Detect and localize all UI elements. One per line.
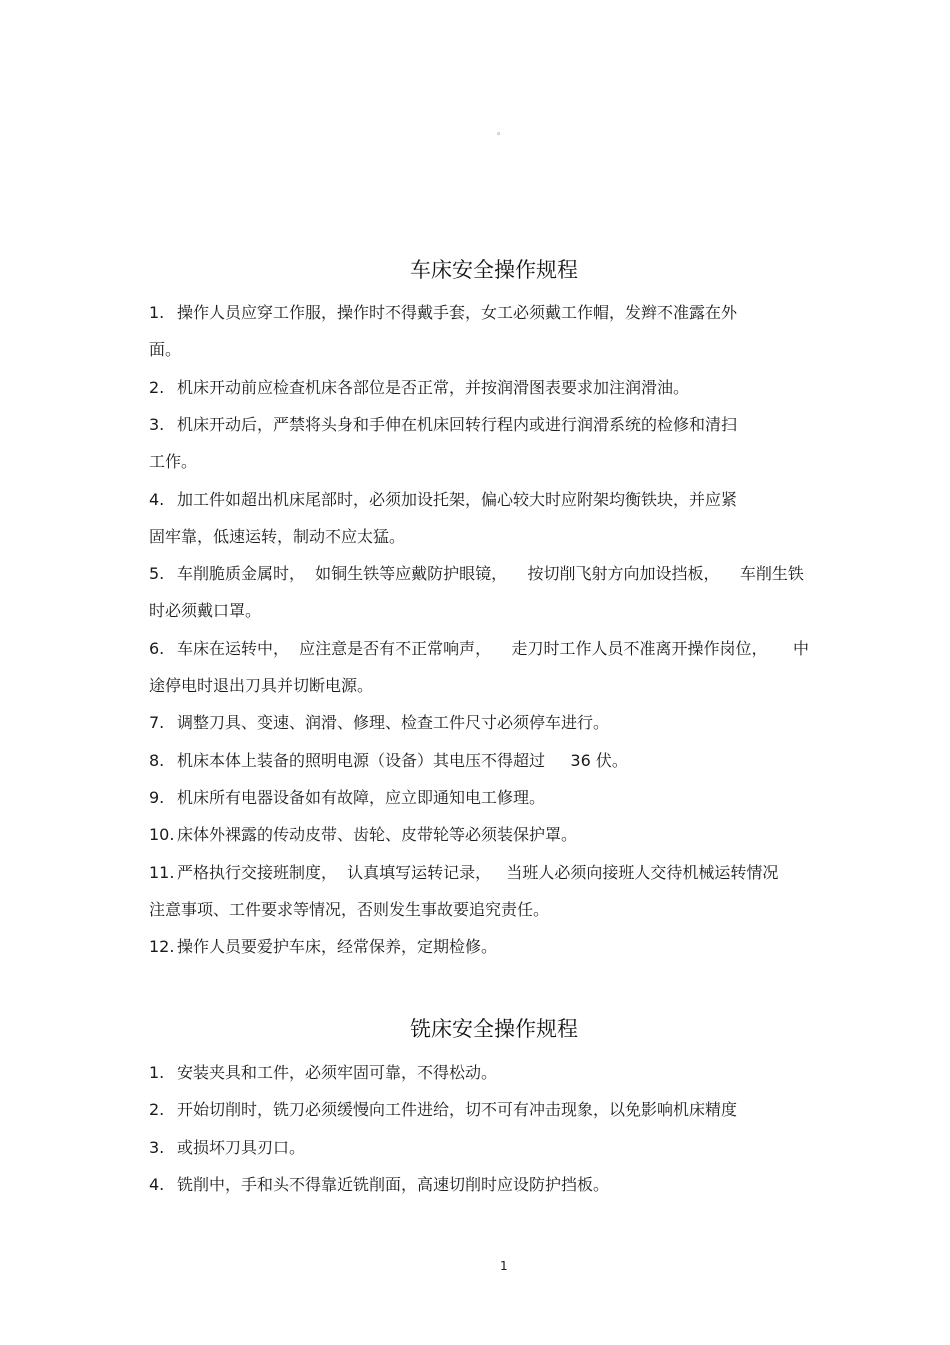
rule-number: 6. bbox=[149, 638, 165, 658]
rule-text: 固牢靠，低速运转，制动不应太猛。 bbox=[149, 526, 406, 546]
rule-text: 调整刀具、变速、润滑、修理、检查工件尺寸必须停车进行。 bbox=[177, 713, 610, 733]
rule-text: 机床所有电器设备如有故障，应立即通知电工修理。 bbox=[177, 787, 546, 807]
rule-text: 机床开动前应检查机床各部位是否正常，并按润滑图表要求加注润滑油。 bbox=[177, 377, 690, 397]
section-title-milling: 铣床安全操作规程 bbox=[410, 1017, 578, 1041]
rule-line bbox=[149, 451, 197, 473]
rule-number: 2. bbox=[149, 377, 165, 397]
rule-text: 车床在运转中， 应注意是否有不正常响声， 走刀时工作人员不准离开操作岗位， 中 bbox=[177, 638, 809, 658]
rule-line bbox=[149, 339, 181, 361]
rule-line bbox=[149, 1174, 609, 1196]
rule-text: 床体外裸露的传动皮带、齿轮、皮带轮等必须装保护罩。 bbox=[177, 825, 578, 845]
rule-text: 开始切削时，铣刀必须缓慢向工件进给，切不可有冲击现象，以免影响机床精度 bbox=[177, 1100, 738, 1120]
top-mark: 。 bbox=[497, 127, 507, 137]
rule-line bbox=[149, 414, 737, 436]
rule-number: 8. bbox=[149, 750, 165, 770]
rule-text: 或损坏刀具刃口。 bbox=[177, 1137, 306, 1157]
rule-line bbox=[149, 638, 809, 660]
rule-line bbox=[149, 377, 689, 399]
rule-line bbox=[149, 899, 549, 921]
rule-text: 铣削中，手和头不得靠近铣削面，高速切削时应设防护挡板。 bbox=[177, 1174, 610, 1194]
rule-number: 10. bbox=[149, 825, 175, 845]
rule-text: 注意事项、工件要求等情况，否则发生事故要追究责任。 bbox=[149, 899, 550, 919]
rule-text: 操作人员要爱护车床，经常保养，定期检修。 bbox=[177, 937, 498, 957]
rule-text: 途停电时退出刀具并切断电源。 bbox=[149, 676, 374, 695]
page-number: 1 bbox=[500, 1259, 508, 1273]
rule-number: 4. bbox=[149, 1174, 165, 1194]
rule-line bbox=[149, 489, 737, 511]
rule-number: 5. bbox=[149, 564, 165, 584]
rule-line bbox=[149, 750, 628, 772]
rule-number: 1. bbox=[149, 303, 165, 322]
rule-line bbox=[149, 862, 778, 884]
rule-line bbox=[149, 1137, 305, 1159]
rule-text: 加工件如超出机床尾部时，必须加设托架，偏心较大时应附架均衡铁块，并应紧 bbox=[177, 489, 738, 509]
rule-number: 11. bbox=[149, 862, 175, 882]
rule-text: 安装夹具和工件，必须牢固可靠，不得松动。 bbox=[177, 1063, 498, 1082]
rule-number: 4. bbox=[149, 489, 165, 509]
section-title-lathe: 车床安全操作规程 bbox=[410, 258, 578, 282]
rule-text: 机床本体上装备的照明电源（设备）其电压不得超过 36 伏。 bbox=[177, 750, 628, 770]
rule-line bbox=[149, 712, 609, 734]
rule-number: 1. bbox=[149, 1063, 165, 1082]
rule-text: 工作。 bbox=[149, 452, 198, 472]
rule-text: 时必须戴口罩。 bbox=[149, 601, 262, 621]
rule-line bbox=[149, 675, 373, 697]
rule-number: 9. bbox=[149, 787, 165, 807]
rule-line bbox=[149, 824, 577, 846]
rule-number: 3. bbox=[149, 1137, 165, 1157]
rule-line bbox=[149, 600, 261, 622]
rule-text: 机床开动后，严禁将头身和手伸在机床回转行程内或进行润滑系统的检修和清扫 bbox=[177, 414, 738, 434]
rule-line bbox=[149, 1099, 737, 1121]
rule-number: 7. bbox=[149, 713, 165, 733]
rule-number: 2. bbox=[149, 1100, 165, 1120]
rule-text: 严格执行交接班制度， 认真填写运转记录， 当班人必须向接班人交待机械运转情况 bbox=[177, 862, 779, 882]
rule-line bbox=[149, 302, 737, 324]
rule-line bbox=[149, 563, 804, 585]
rule-number: 3. bbox=[149, 414, 165, 434]
rule-text: 操作人员应穿工作服，操作时不得戴手套，女工必须戴工作帽，发辫不准露在外 bbox=[177, 303, 738, 322]
rule-line bbox=[149, 526, 405, 548]
rule-number: 12. bbox=[149, 937, 175, 957]
rule-line bbox=[149, 1062, 497, 1084]
rule-text: 车削脆质金属时， 如铜生铁等应戴防护眼镜， 按切削飞射方向加设挡板， 车削生铁 bbox=[177, 564, 804, 584]
rule-text: 面。 bbox=[149, 340, 182, 360]
rule-line bbox=[149, 936, 497, 958]
rule-line bbox=[149, 787, 545, 809]
